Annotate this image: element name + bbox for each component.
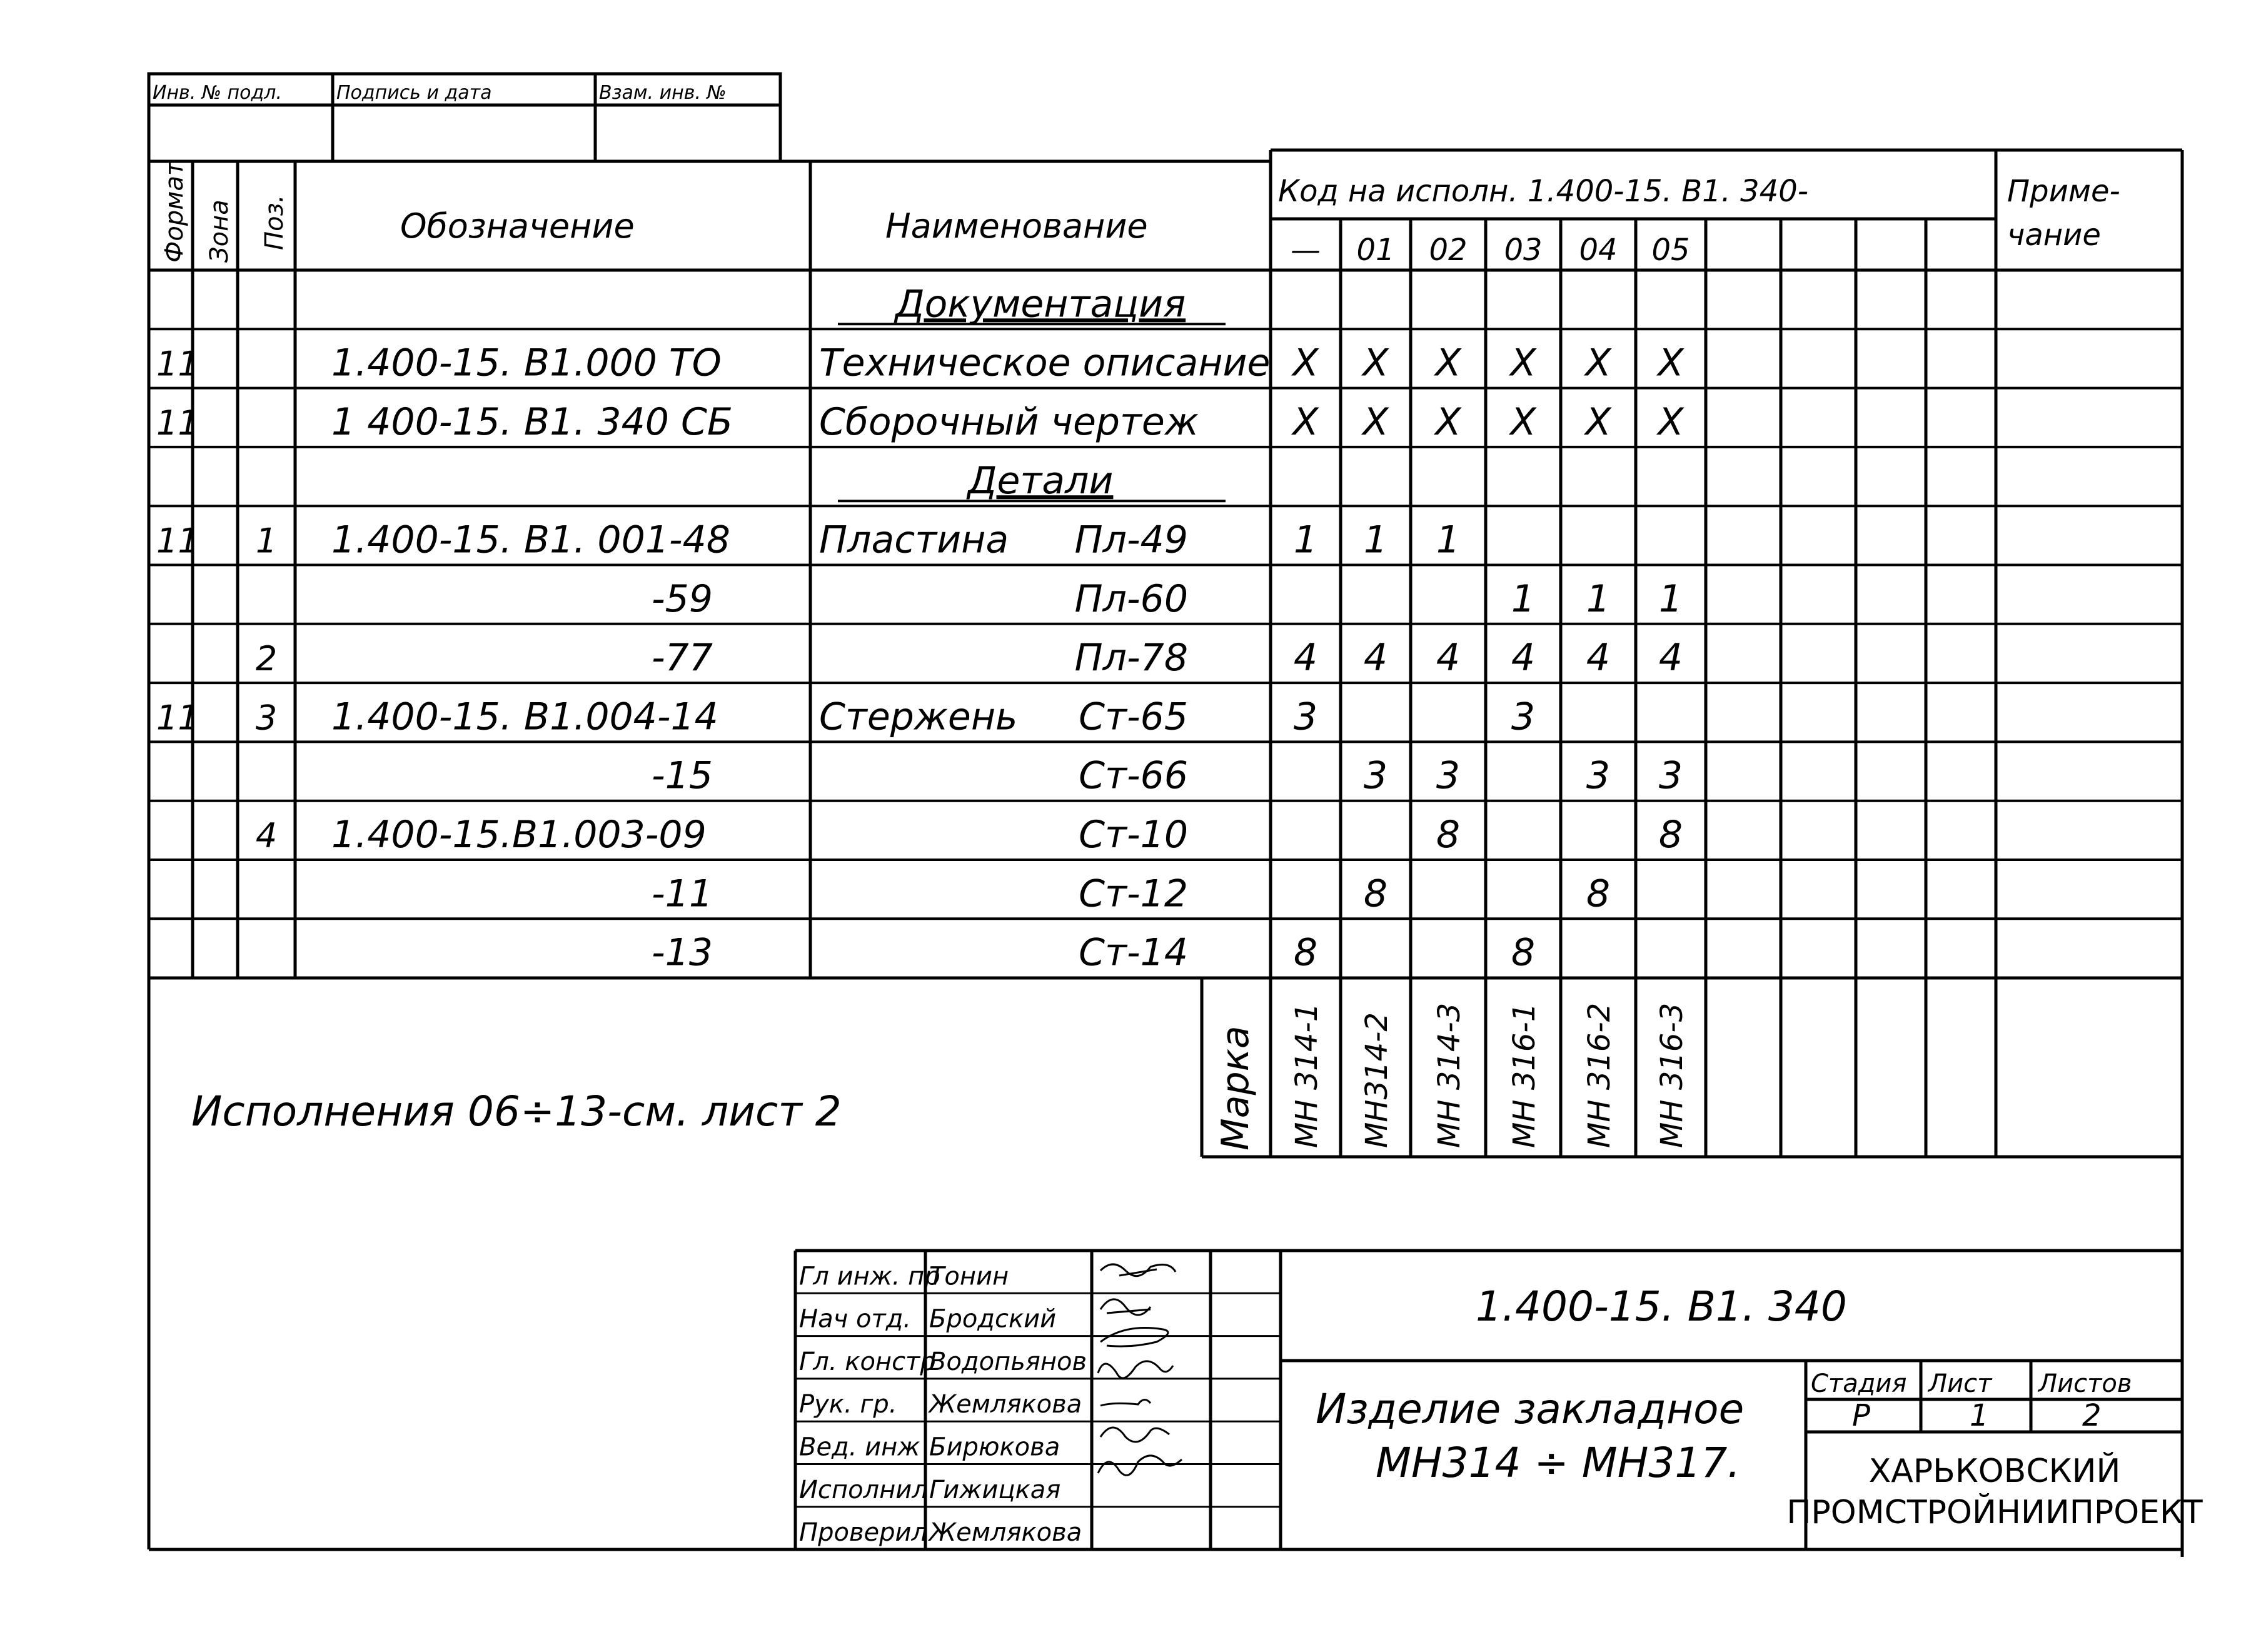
role-label: Рук. гр. (799, 1390, 897, 1419)
row-qty: 1 (1658, 577, 1683, 621)
mark-value: МН 316-2 (1582, 1002, 1617, 1148)
stamp-inv-no: Инв. № подл. (153, 82, 282, 104)
table-row (652, 577, 1683, 621)
product-name-line1: Изделие закладное (1316, 1385, 1745, 1433)
product-name-line2: МН314 ÷ МН317. (1376, 1439, 1741, 1487)
row-qty: 4 (1586, 636, 1611, 680)
stamp-signature-date: Подпись и дата (336, 82, 492, 104)
row-qty: X (1585, 400, 1611, 444)
table-row (156, 400, 1684, 444)
sheet-label: Лист (1928, 1369, 1992, 1398)
row-qty: 4 (1436, 636, 1461, 680)
stage-label: Стадия (1811, 1369, 1907, 1398)
row-format: 11 (156, 344, 199, 384)
doc-number: 1.400-15. В1. 340 (1476, 1282, 1847, 1331)
row-pos: 2 (255, 639, 278, 679)
row-designation: -59 (652, 577, 713, 621)
org-name-line2: ПРОМСТРОЙНИИПРОЕКТ (1786, 1494, 2203, 1531)
table-row (652, 872, 1610, 915)
row-qty: X (1585, 341, 1611, 385)
header-designation: Обозначение (400, 206, 635, 246)
section-title: Документация (895, 282, 1186, 326)
marks-row (1289, 1003, 1689, 1148)
signature-scribbles (1098, 1264, 1182, 1475)
row-qty: 3 (1658, 753, 1683, 798)
row-qty: 4 (1363, 636, 1388, 680)
row-pos: 4 (255, 816, 278, 855)
row-pos: 1 (255, 521, 278, 561)
row-name-mark: Пл-60 (1074, 577, 1188, 621)
row-qty: X (1510, 400, 1536, 444)
role-label: Нач отд. (799, 1304, 912, 1334)
row-qty: 4 (1293, 636, 1318, 680)
mark-value: МН 314-3 (1432, 1002, 1467, 1148)
row-qty: X (1292, 341, 1319, 385)
stamp-replace-inv: Взам. инв. № (599, 82, 727, 104)
row-qty: X (1658, 400, 1684, 444)
row-name-mark: Пл-49 (1074, 518, 1188, 562)
table-row (652, 754, 1683, 798)
marka-label: Марка (1214, 1025, 1257, 1151)
row-qty: 3 (1586, 753, 1611, 798)
row-format: 11 (156, 521, 199, 561)
table-row (838, 459, 1226, 503)
person-name: Бродский (929, 1304, 1057, 1334)
header-note-line1: Приме- (2007, 174, 2120, 209)
row-qty: 3 (1363, 753, 1388, 798)
person-name: Тонин (929, 1262, 1009, 1291)
code-header-4: 04 (1579, 233, 1618, 268)
table-row (838, 282, 1226, 326)
code-headers (1291, 233, 1690, 268)
row-designation: -15 (652, 753, 713, 798)
row-qty: 8 (1293, 930, 1318, 975)
header-code-title: Код на исполн. 1.400-15. В1. 340- (1278, 174, 1809, 209)
role-label: Проверил (799, 1518, 928, 1548)
header-format: Формат (160, 161, 189, 263)
row-name-mark: Ст-66 (1079, 753, 1188, 798)
person-name: Водопьянов (929, 1347, 1087, 1376)
mark-value: МН 316-3 (1654, 1002, 1689, 1148)
row-qty: 1 (1511, 577, 1536, 621)
row-name: Техническое описание (819, 341, 1271, 385)
table-row (652, 931, 1535, 975)
row-qty: 8 (1658, 813, 1683, 857)
code-header-0: — (1291, 233, 1321, 268)
mark-value: МН 314-1 (1289, 1002, 1324, 1148)
row-name-mark: Ст-14 (1079, 930, 1188, 975)
mark-value: МН314-2 (1359, 1012, 1394, 1148)
code-header-1: 01 (1356, 233, 1395, 268)
table-row (256, 813, 1683, 857)
row-qty: 8 (1511, 930, 1536, 975)
title-block-people (799, 1262, 1087, 1547)
row-designation: 1.400-15. В1.000 ТО (331, 341, 722, 385)
sheets-value: 2 (2082, 1398, 2102, 1433)
section-title: Детали (967, 459, 1114, 503)
row-designation: 1.400-15.В1.003-09 (331, 813, 707, 857)
row-name-mark: Ст-10 (1079, 813, 1188, 857)
code-header-5: 05 (1651, 233, 1690, 268)
row-designation: -77 (652, 636, 713, 680)
spec-table-body (156, 282, 1684, 974)
row-qty: X (1362, 400, 1389, 444)
row-qty: 8 (1436, 813, 1461, 857)
row-name-mark: Ст-12 (1079, 872, 1188, 916)
row-qty: 1 (1363, 518, 1388, 562)
row-qty: 1 (1293, 518, 1318, 562)
row-designation: 1.400-15. В1.004-14 (331, 695, 718, 739)
header-note-line2: чание (2007, 218, 2101, 253)
table-row (256, 636, 1683, 680)
header-pos: Поз. (260, 194, 289, 250)
row-qty: 3 (1436, 753, 1461, 798)
person-name: Жемлякова (929, 1518, 1082, 1548)
row-name: Сборочный чертеж (819, 400, 1199, 444)
row-qty: X (1362, 341, 1389, 385)
table-row (156, 518, 1460, 562)
row-pos: 3 (255, 698, 278, 738)
person-name: Жемлякова (929, 1390, 1082, 1419)
person-name: Гижицкая (929, 1475, 1061, 1504)
row-qty: X (1292, 400, 1319, 444)
row-qty: X (1658, 341, 1684, 385)
row-format: 11 (156, 698, 199, 738)
header-name: Наименование (885, 206, 1148, 246)
table-row (156, 695, 1535, 738)
row-designation: -11 (652, 872, 713, 916)
header-zone: Зона (205, 199, 234, 263)
row-qty: 3 (1511, 695, 1536, 739)
person-name: Бирюкова (929, 1433, 1060, 1462)
role-label: Гл инж. пр (799, 1262, 940, 1291)
sheets-label: Листов (2038, 1369, 2132, 1398)
row-qty: 8 (1363, 872, 1388, 916)
row-name: Стержень (819, 695, 1018, 739)
row-qty: X (1510, 341, 1536, 385)
code-header-3: 03 (1504, 233, 1543, 268)
row-qty: X (1435, 341, 1461, 385)
org-name-line1: ХАРЬКОВСКИЙ (1868, 1453, 2121, 1490)
row-format: 11 (156, 403, 199, 443)
row-qty: 3 (1293, 695, 1318, 739)
row-name: Пластина (819, 518, 1009, 562)
row-name-mark: Ст-65 (1079, 695, 1188, 739)
row-designation: 1 400-15. В1. 340 СБ (331, 400, 733, 444)
sheet-value: 1 (1970, 1398, 1989, 1433)
row-qty: 4 (1658, 636, 1683, 680)
role-label: Вед. инж (799, 1433, 920, 1462)
stage-value: Р (1852, 1398, 1870, 1433)
mark-value: МН 316-1 (1507, 1002, 1542, 1148)
row-qty: 1 (1586, 577, 1611, 621)
row-qty: 4 (1511, 636, 1536, 680)
table-row (156, 341, 1684, 385)
row-qty: 1 (1436, 518, 1461, 562)
row-name-mark: Пл-78 (1074, 636, 1188, 680)
executions-note: Исполнения 06÷13-см. лист 2 (191, 1087, 842, 1136)
code-header-2: 02 (1429, 233, 1468, 268)
row-designation: 1.400-15. В1. 001-48 (331, 518, 730, 562)
role-label: Исполнил (799, 1475, 928, 1504)
role-label: Гл. констр (799, 1347, 936, 1376)
row-qty: 8 (1586, 872, 1611, 916)
row-qty: X (1435, 400, 1461, 444)
row-designation: -13 (652, 930, 713, 975)
